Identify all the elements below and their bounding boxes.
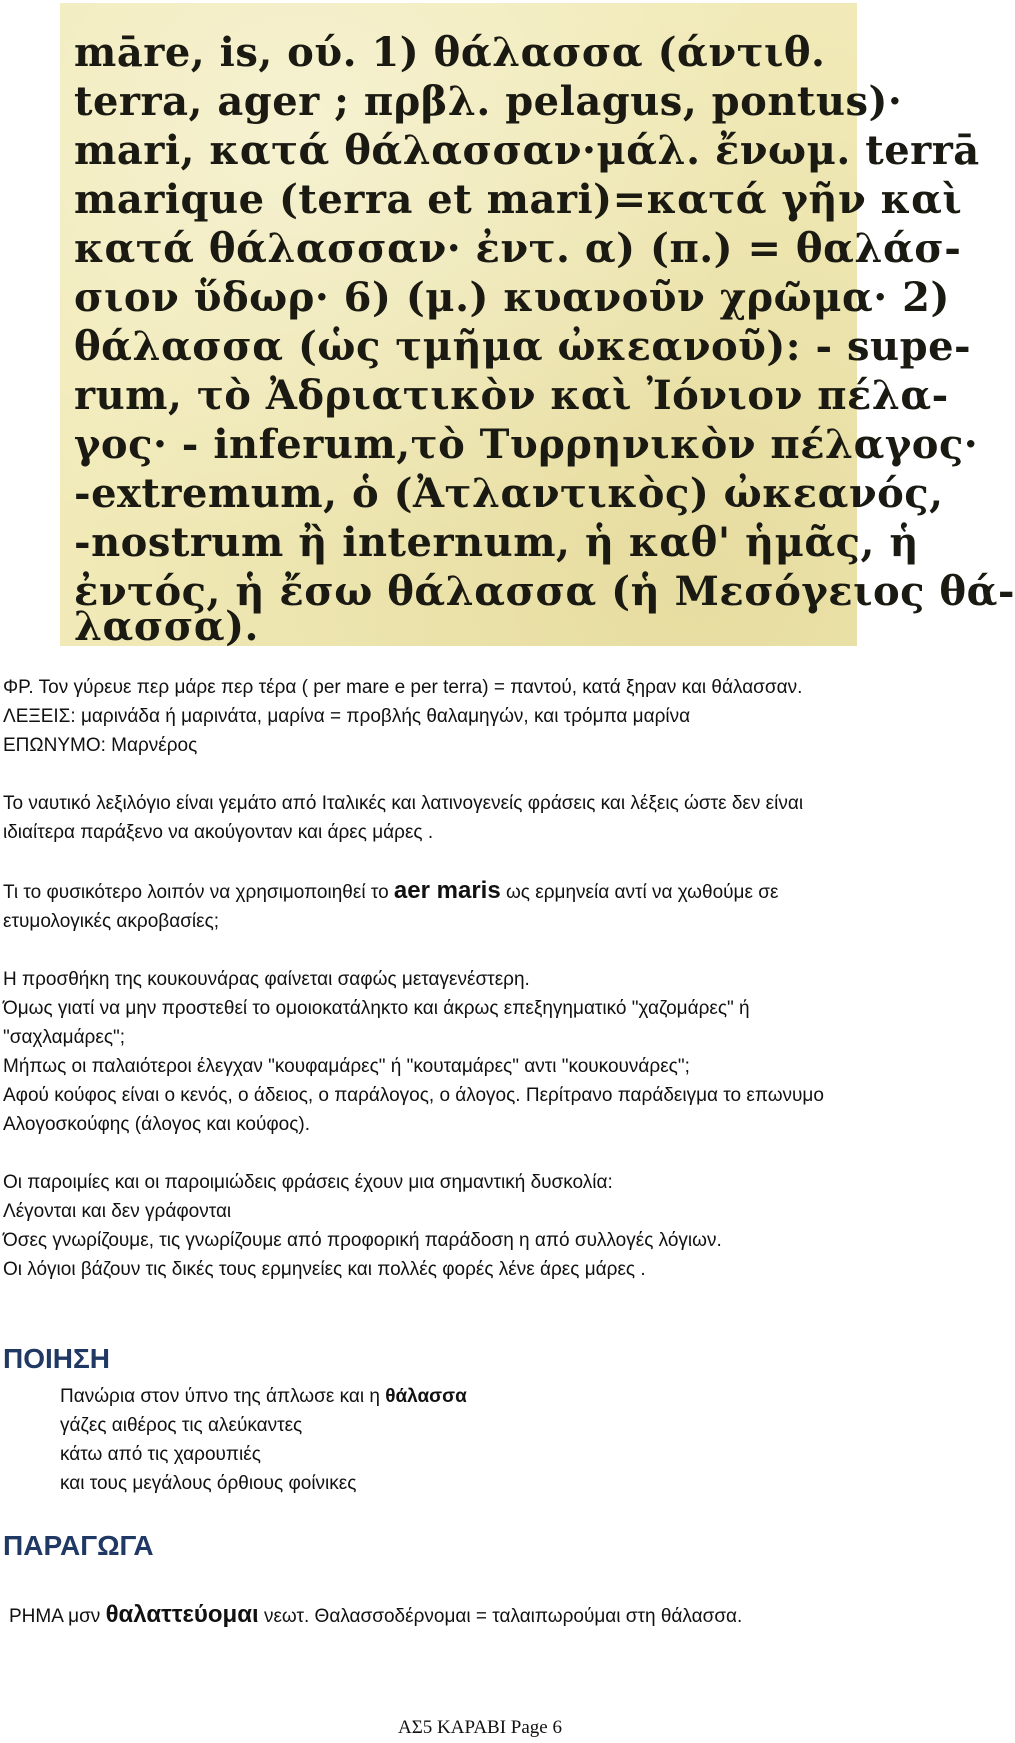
- paragraph-line: Όσες γνωρίζουμε, τις γνωρίζουμε από προφορική παράδοση η από συλλογές λόγιων.: [3, 1230, 722, 1251]
- poem-line: [60, 1382, 467, 1411]
- dictionary-scan-image: [60, 3, 1015, 650]
- paragraph-line: Όμως γιατί να μην προστεθεί το ομοιοκατάληκτο και άκρως επεξηγηματικό "χαζομάρες" ή: [3, 998, 750, 1019]
- poem-line: κάτω από τις χαρουπιές: [60, 1444, 261, 1465]
- paragraph-line: "σαχλαμάρες";: [3, 1027, 126, 1048]
- aer-maris-line: [0, 876, 960, 907]
- derivatives-text: [6, 1600, 956, 1631]
- paragraph-line: Λέγονται και δεν γράφονται: [3, 1201, 232, 1222]
- paragraph-line: Αλογοσκούφης (άλογος και κούφος).: [3, 1114, 311, 1135]
- words-line: ΛΕΞΕΙΣ: μαρινάδα ή μαρινάτα, μαρίνα = προβλής θαλαμηγών, και τρόμπα μαρίνα: [3, 706, 691, 727]
- page-footer: ΑΣ5 ΚΑΡΑΒΙ Page 6: [398, 1717, 562, 1738]
- scan-line: -extremum, ὁ (Ἀτλαντικὸς) ὠκεανός,: [74, 470, 944, 517]
- scan-line: ἐντός, ἡ ἔσω θάλασσα (ἡ Μεσόγειος θά-: [74, 568, 1015, 615]
- poem: [60, 1382, 467, 1498]
- intro-paragraphs: [0, 673, 960, 1284]
- poetry-heading: ΠΟΙΗΣΗ: [3, 1343, 111, 1374]
- scan-line: γος· - inferum,τὸ Τυρρηνικὸν πέλαγος·: [74, 421, 979, 468]
- paragraph-line: Το ναυτικό λεξιλόγιο είναι γεμάτο από Ιταλικές και λατινογενείς φράσεις και λέξεις ώστε δεν είναι: [3, 793, 804, 814]
- paragraph-line: Μήπως οι παλαιότεροι έλεγχαν "κουφαμάρες" ή "κουταμάρες" αντι "κουκουνάρες";: [3, 1056, 690, 1077]
- paragraph-line: ετυμολογικές ακροβασίες;: [3, 911, 220, 932]
- scan-line: θάλασσα (ὡς τμῆμα ὠκεανοῦ): - supe-: [74, 323, 972, 370]
- scan-line: terra, ager ; πρβλ. pelagus, pontus)·: [74, 78, 903, 125]
- scan-line: māre, is, ού. 1) θάλασσα (άντιθ.: [74, 29, 826, 76]
- scan-line: rum, τὸ Ἀδριατικὸν καὶ Ἰόνιον πέλα-: [74, 372, 949, 419]
- paragraph-line: Αφού κούφος είναι ο κενός, ο άδειος, ο παράλογος, ο άλογος. Περίτρανο παράδειγμα το επωνυμο: [3, 1085, 824, 1106]
- text-segment: ως ερμηνεία αντί να χωθούμε σε: [500, 882, 779, 903]
- text-segment: ΡΗΜΑ μσν: [9, 1606, 106, 1627]
- scan-line: marique (terra et mari)=κατά γῆν καὶ: [74, 176, 963, 223]
- verb-term: θαλαττεύομαι: [105, 1601, 259, 1628]
- aer-maris-term: aer maris: [393, 877, 501, 904]
- scan-line: -nostrum ἢ internum, ἡ καθ' ἡμᾶς, ἡ: [74, 519, 919, 566]
- scan-line: κατά θάλασσαν· ἐντ. α) (π.) = θαλάσ-: [74, 225, 962, 272]
- scan-line: mari, κατά θάλασσαν·μάλ. ἔνωμ. terrā: [74, 127, 980, 174]
- poem-line: γάζες αιθέρος τις αλεύκαντες: [60, 1415, 303, 1436]
- surname-line: ΕΠΩΝΥΜΟ: Μαρνέρος: [3, 735, 198, 756]
- phrase-line: ΦΡ. Τον γύρευε περ μάρε περ τέρα ( per mare e per terra) = παντού, κατά ξηραν και θάλασσαν.: [3, 677, 803, 698]
- paragraph-line: ιδιαίτερα παράξενο να ακούγονταν και άρες μάρες .: [3, 822, 434, 843]
- poem-bold-word: θάλασσα: [385, 1386, 467, 1407]
- poem-line: και τους μεγάλους όρθιους φοίνικες: [60, 1473, 357, 1494]
- scan-line: λασσα).: [74, 603, 259, 650]
- text-segment: Πανώρια στον ύπνο της άπλωσε και η: [60, 1386, 386, 1407]
- text-segment: Τι το φυσικότερο λοιπόν να χρησιμοποιηθεί το: [3, 882, 394, 903]
- derivatives-heading: ΠΑΡΑΓΩΓΑ: [3, 1530, 154, 1561]
- paragraph-line: Η προσθήκη της κουκουνάρας φαίνεται σαφώς μεταγενέστερη.: [3, 969, 530, 990]
- scan-line: σιον ὕδωρ· 6) (μ.) κυανοῦν χρῶμα· 2): [74, 274, 950, 321]
- paragraph-line: Οι παροιμίες και οι παροιμιώδεις φράσεις έχουν μια σημαντική δυσκολία:: [3, 1172, 613, 1193]
- derivatives-line: [6, 1600, 956, 1631]
- text-segment: νεωτ. Θαλασσοδέρνομαι = ταλαιπωρούμαι στη θάλασσα.: [258, 1606, 743, 1627]
- paragraph-line: Οι λόγιοι βάζουν τις δικές τους ερμηνείες και πολλές φορές λένε άρες μάρες .: [3, 1259, 646, 1280]
